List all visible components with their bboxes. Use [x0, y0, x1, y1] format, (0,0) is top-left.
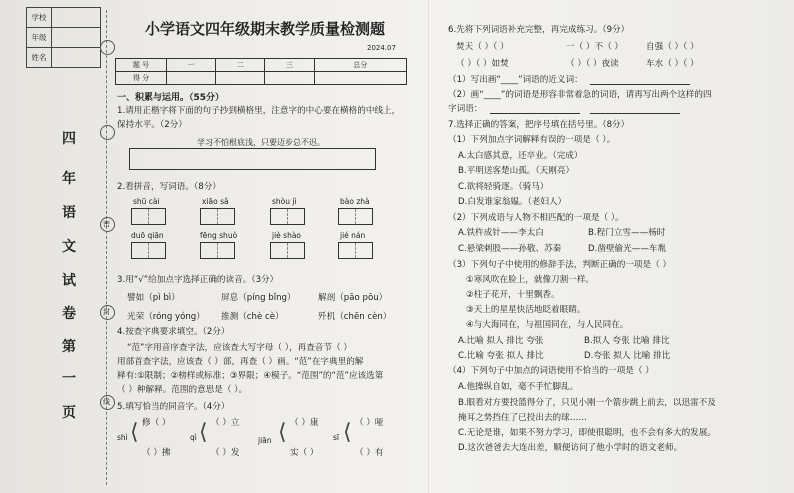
school-field[interactable]	[52, 8, 100, 27]
page-title: 小学语文四年级期末教学质量检测题	[145, 20, 386, 38]
q6-sub: 字词语：	[448, 104, 483, 114]
q6-item[interactable]: 自强（ ）（ ）	[646, 42, 699, 52]
score-cell[interactable]	[167, 72, 216, 85]
q2-pinyin: bào zhà	[340, 197, 370, 206]
score-table	[115, 58, 407, 85]
seal-circle	[100, 125, 115, 140]
q5-brace: ⟨	[130, 420, 139, 445]
q7-option[interactable]: C.欲将轻骑逐。（骑马）	[458, 182, 549, 192]
q5-item[interactable]: （ ）拂	[142, 448, 171, 458]
vertical-title-char: 文	[62, 239, 76, 255]
score-row-label: 得 分	[116, 72, 167, 85]
q2-pinyin: duō qiān	[131, 231, 164, 240]
q2-answer-grid[interactable]	[131, 208, 166, 225]
q7-option[interactable]: C.悬梁刺股——孙敬、苏秦	[458, 244, 562, 254]
seal-char: 封	[103, 308, 110, 316]
q2-pinyin: shū cài	[133, 197, 160, 206]
q5-pinyin: jiān	[258, 436, 272, 445]
name-label: 姓名	[27, 48, 52, 67]
q2-answer-grid[interactable]	[338, 208, 373, 225]
q5-prompt: 5.填写恰当的同音字。（4分）	[117, 402, 230, 412]
page-fold	[428, 0, 429, 493]
q5-item[interactable]: 修（ ）	[142, 418, 171, 428]
q7-option[interactable]: D.这次爸爸去大连出差，顺便访问了他小学时的语文老师。	[458, 443, 683, 453]
q7-option[interactable]: A.比喻 拟人 排比 夸张	[458, 336, 544, 346]
q3-option[interactable]: 解剖（pāo pōu）	[318, 293, 388, 303]
q4-line: 用部首查字法，应该查（ ）部，再查（ ）画。“范”在字典里的解	[117, 357, 364, 367]
score-header: 题 号	[116, 59, 167, 72]
score-header: 三	[265, 59, 314, 72]
seal-circle	[100, 305, 115, 320]
q7-option[interactable]: A.铁杵成针——李太白	[458, 228, 544, 238]
q7-sub: （1）下列加点字词解释有误的一项是（ ）。	[448, 135, 616, 145]
q7-option[interactable]: B.眼看对方要投篮得分了，只见小刚一个箭步跳上前去，以迅雷不及	[458, 398, 716, 408]
q7-prompt: 7.选择正确的答案，把序号填在括号里。（8分）	[448, 120, 630, 130]
q3-prompt: 3.用“√”给加点字选择正确的读音。（3分）	[117, 275, 279, 285]
vertical-title-char: 一	[62, 371, 76, 387]
q6-item[interactable]: （ ）（ ）夜读	[566, 59, 619, 69]
q7-option[interactable]: B.程门立雪——杨时	[588, 228, 666, 238]
q7-sentence: ②柱子花开，十里飘香。	[466, 290, 560, 300]
q7-option[interactable]: D.凿壁偷光——车胤	[588, 244, 667, 254]
q7-sentence: ①寒风吹在脸上，就像刀割一样。	[466, 275, 595, 285]
grade-field[interactable]	[52, 28, 100, 47]
q7-sentence: ③天上的星星快活地眨着眼睛。	[466, 305, 586, 315]
q5-pinyin: shì	[117, 433, 128, 442]
q6-answer-line[interactable]	[490, 113, 580, 114]
q2-answer-grid[interactable]	[131, 242, 166, 259]
vertical-title-char: 语	[62, 205, 76, 221]
score-cell[interactable]	[314, 72, 406, 85]
q6-prompt: 6.先将下列词语补充完整，再完成练习。（9分）	[448, 25, 630, 35]
q2-answer-grid[interactable]	[270, 208, 305, 225]
seal-circle	[100, 217, 115, 232]
vertical-title-char: 试	[62, 273, 76, 289]
q7-option[interactable]: C.无论是谁，如果不努力学习，即使很聪明，也不会有多大的发展。	[458, 428, 716, 438]
vertical-title-char: 四	[62, 131, 76, 147]
q2-answer-grid[interactable]	[200, 242, 235, 259]
q7-option[interactable]: D.夸张 拟人 比喻 排比	[584, 351, 671, 361]
score-cell[interactable]	[265, 72, 314, 85]
q6-item[interactable]: 车水（ ）（ ）	[646, 59, 699, 69]
q4-line: 释有:①限制；②榜样或标准；③界限；④模子。“范围”的“范”应该选第	[117, 371, 384, 381]
q7-option-cont: 掩耳之势挡住了已投出去的球……	[458, 413, 587, 423]
q7-sentence: ④与大海同在，与祖国同在，与人民同在。	[466, 320, 629, 330]
seal-line	[106, 10, 107, 485]
score-cell[interactable]	[216, 72, 265, 85]
score-header: 总分	[314, 59, 406, 72]
q3-option[interactable]: 推测（chè cè）	[221, 312, 284, 322]
seal-char: 密	[103, 220, 110, 228]
q5-item[interactable]: （ ）哑	[355, 418, 384, 428]
q3-option[interactable]: 屏息（píng bǐng）	[221, 293, 296, 303]
q2-prompt: 2.看拼音，写词语。（8分）	[117, 182, 221, 192]
q6-sub: （1）写出画“____”词语的近义词：	[448, 75, 583, 85]
q5-item[interactable]: （ ）发	[211, 448, 240, 458]
seal-circle	[100, 40, 115, 55]
vertical-title-char: 第	[62, 339, 76, 355]
q5-brace: ⟨	[199, 420, 208, 445]
q2-pinyin: shòu jì	[272, 197, 297, 206]
q2-pinyin: jiè shào	[272, 231, 302, 240]
q7-sub: （4）下列句子中加点的词语使用不恰当的一项是（ ）	[448, 366, 654, 376]
q5-brace: ⟨	[343, 420, 352, 445]
q6-item[interactable]: （ ）（ ）如焚	[456, 59, 509, 69]
q7-option[interactable]: C.比喻 夸张 拟人 排比	[458, 351, 544, 361]
q3-option[interactable]: 譬如（pì bì）	[127, 293, 180, 303]
q2-pinyin: fēng shuò	[200, 231, 238, 240]
q7-sub: （2）下列成语与人物不相匹配的一项是（ ）。	[448, 213, 624, 223]
q2-answer-grid[interactable]	[270, 242, 305, 259]
q2-answer-grid[interactable]	[200, 208, 235, 225]
q5-item[interactable]: 实（ ）	[290, 448, 319, 458]
section-heading: 一、积累与运用。（55分）	[117, 93, 225, 103]
q5-item[interactable]: （ ）康	[290, 418, 319, 428]
q5-pinyin: sī	[333, 433, 339, 442]
q7-option[interactable]: A.他操纵自如，毫不手忙脚乱。	[458, 382, 579, 392]
vertical-title-char: 卷	[62, 306, 76, 322]
q6-sub: （2）画“____”的词语是形容非常着急的词语，请再写出两个这样的四	[448, 90, 712, 100]
q2-pinyin: xiāo sǎ	[202, 197, 229, 206]
q6-answer-line[interactable]	[590, 84, 690, 85]
q1-sentence: 学习不怕根底浅，只要迈步总不迟。	[197, 138, 325, 147]
q3-option[interactable]: 光荣（róng yóng）	[127, 312, 205, 322]
q7-option[interactable]: B.平明送客楚山孤。（天刚亮）	[458, 166, 575, 176]
q4-prompt: 4.按查字典要求填空。（2分）	[117, 327, 230, 337]
student-info-box	[26, 7, 101, 68]
q7-sub: （3）下列句子中使用的修辞手法，判断正确的一项是（ ）	[448, 260, 672, 270]
name-field[interactable]	[52, 48, 100, 67]
grade-label: 年级	[27, 28, 52, 47]
q5-item[interactable]: （ ）立	[211, 418, 240, 428]
q7-option[interactable]: A.太白感其意，还卒业。（完成）	[458, 151, 583, 161]
q4-line: （ ）种解释。范围的意思是（ ）。	[117, 385, 248, 395]
q6-item[interactable]: 一（ ）不（ ）	[566, 42, 624, 52]
vertical-title-char: 年	[62, 171, 76, 187]
q3-option[interactable]: 歼机（chēn cèn）	[318, 312, 392, 322]
q5-pinyin: qì	[190, 433, 197, 442]
q1-prompt-cont: 保持水平。（2分）	[117, 120, 187, 130]
q7-option[interactable]: B.拟人 夸张 比喻 排比	[584, 336, 670, 346]
score-header: 二	[216, 59, 265, 72]
q2-answer-grid[interactable]	[338, 242, 373, 259]
score-header: 一	[167, 59, 216, 72]
q5-brace: ⟨	[278, 420, 287, 445]
q1-prompt: 1.请用正楷字将下面的句子抄到横格里，注意字的中心要在横格的中线上，	[117, 106, 401, 116]
vertical-title-char: 页	[62, 405, 76, 421]
q5-item[interactable]: （ ）有	[355, 448, 384, 458]
q1-writing-box[interactable]	[129, 148, 376, 170]
q7-option[interactable]: D.白发谁家翁媪。（老妇人）	[458, 197, 567, 207]
exam-date: 2024.07	[367, 44, 396, 52]
q6-item[interactable]: 焚天（ ）（ ）	[456, 42, 509, 52]
q4-line: “范”字用音序查字法，应该查大写字母（ ），再查音节（ ）	[127, 343, 352, 353]
seal-circle	[100, 395, 115, 410]
q6-answer-line[interactable]	[590, 113, 680, 114]
seal-char: 线	[103, 398, 110, 406]
school-label: 学校	[27, 8, 52, 27]
q2-pinyin: jié nán	[340, 231, 366, 240]
